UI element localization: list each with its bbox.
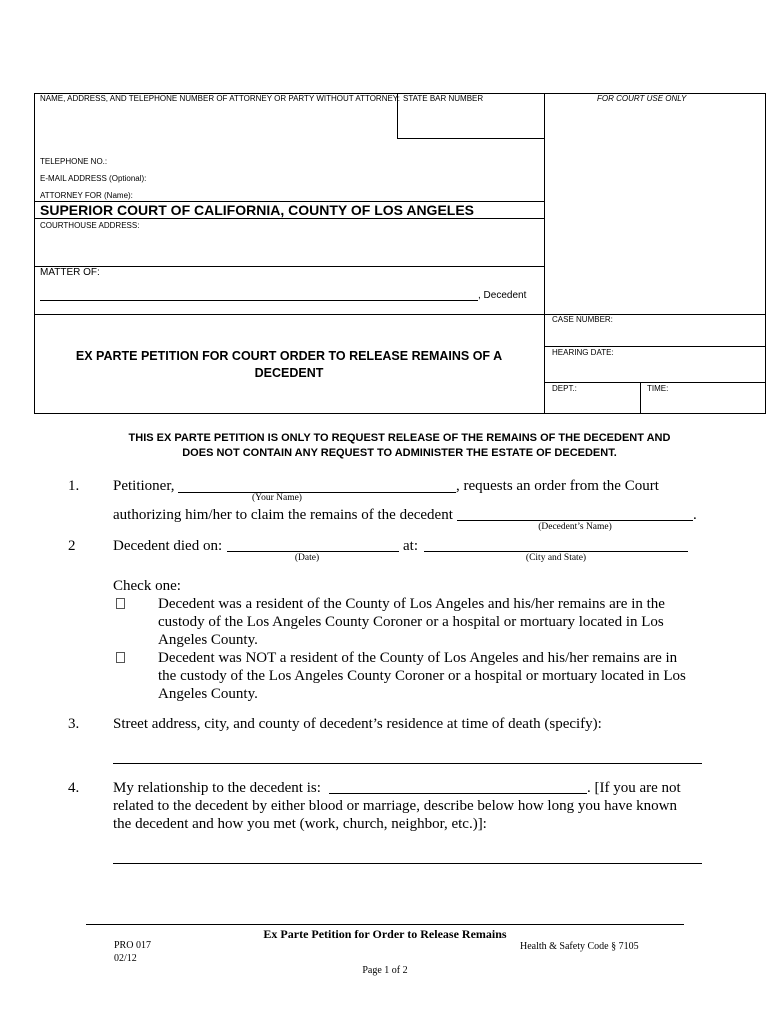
hearing-date-label: HEARING DATE:	[552, 348, 614, 357]
dept-label: DEPT.:	[552, 384, 577, 393]
telephone-label: TELEPHONE NO.:	[40, 157, 108, 166]
matter-label: MATTER OF:	[40, 267, 100, 278]
case-number-field[interactable]	[548, 326, 762, 344]
petitioner-label: Petitioner,	[113, 478, 175, 494]
requests-text: , requests an order from the Court	[456, 478, 659, 494]
relationship-label: My relationship to the decedent is:	[113, 780, 321, 796]
non-resident-option-text	[158, 649, 718, 703]
form-title	[34, 348, 544, 382]
hearing-date-field[interactable]	[548, 359, 762, 380]
attorney-field[interactable]	[40, 106, 392, 154]
court-name: SUPERIOR COURT OF CALIFORNIA, COUNTY OF LOS ANGELES	[40, 202, 475, 218]
resident-option-text	[158, 595, 718, 649]
court-use-area	[546, 106, 763, 312]
resident-option-line-3: Angeles County.	[158, 632, 258, 648]
decedent-name-field-line[interactable]	[457, 520, 693, 521]
decedent-name-caption: (Decedent’s Name)	[538, 522, 612, 532]
decedent-suffix: , Decedent	[478, 290, 527, 301]
item-1-period: .	[693, 507, 697, 523]
time-field[interactable]	[672, 384, 762, 412]
residence-address-line[interactable]	[113, 763, 702, 764]
form-title-line-2: DECEDENT	[254, 366, 324, 380]
state-bar-label: STATE BAR NUMBER	[403, 94, 484, 103]
item-4-line-2: related to the decedent by either blood or marriage, describe below how long you have known	[113, 798, 677, 814]
non-resident-option-line-2: the custody of the Los Angeles County Coroner or a hospital or mortuary located in Los	[158, 668, 686, 684]
email-field[interactable]	[160, 172, 390, 184]
footer-rule	[86, 924, 684, 925]
resident-checkbox[interactable]	[116, 598, 125, 609]
date-of-death-line[interactable]	[227, 551, 399, 552]
form-revision: 02/12	[114, 953, 137, 964]
form-title-line-1: EX PARTE PETITION FOR COURT ORDER TO RELEASE REMAINS OF A	[75, 349, 503, 363]
notice-line-2: DOES NOT CONTAIN ANY REQUEST TO ADMINISTER THE ESTATE OF DECEDENT.	[182, 447, 617, 459]
non-resident-option-line-1: Decedent was NOT a resident of the County of Los Angeles and his/her remains are in	[158, 650, 678, 666]
relationship-description-line[interactable]	[113, 863, 702, 864]
time-label: TIME:	[647, 384, 669, 393]
form-number: PRO 017	[114, 940, 151, 951]
footer-title: Ex Parte Petition for Order to Release Remains	[263, 927, 507, 941]
relationship-line[interactable]	[329, 793, 587, 794]
courthouse-field[interactable]	[40, 233, 540, 263]
state-bar-field[interactable]	[399, 106, 542, 137]
died-on-label: Decedent died on:	[113, 538, 223, 554]
code-reference: Health & Safety Code § 7105	[520, 941, 639, 952]
case-number-label: CASE NUMBER:	[552, 315, 613, 324]
decedent-name-line[interactable]	[40, 300, 478, 301]
page-number: Page 1 of 2	[362, 965, 408, 976]
item-4-line-3: the decedent and how you met (work, church, neighbor, etc.)]:	[113, 816, 487, 832]
courthouse-label: COURTHOUSE ADDRESS:	[40, 221, 140, 230]
non-resident-option-line-3: Angeles County.	[158, 686, 258, 702]
attorney-label: NAME, ADDRESS, AND TELEPHONE NUMBER OF ATTORNEY OR PARTY WITHOUT ATTORNEY:	[40, 94, 400, 103]
item-4-number: 4.	[68, 780, 80, 796]
resident-option-line-1: Decedent was a resident of the County of Los Angeles and his/her remains are in the	[158, 596, 665, 612]
authorizing-text: authorizing him/her to claim the remains of the decedent	[113, 507, 453, 523]
check-one-label: Check one:	[113, 578, 181, 594]
notice-line-1: THIS EX PARTE PETITION IS ONLY TO REQUEST RELEASE OF THE REMAINS OF THE DECEDENT AND	[128, 432, 671, 444]
dept-field[interactable]	[580, 384, 638, 412]
court-use-label: FOR COURT USE ONLY	[597, 94, 687, 103]
your-name-caption: (Your Name)	[252, 493, 302, 503]
notice	[34, 431, 765, 461]
email-label: E-MAIL ADDRESS (Optional):	[40, 174, 147, 183]
resident-option-line-2: custody of the Los Angeles County Coroner or a hospital or mortuary located in Los	[158, 614, 664, 630]
date-caption: (Date)	[294, 553, 320, 563]
city-state-caption: (City and State)	[525, 553, 587, 563]
telephone-field[interactable]	[110, 155, 390, 167]
city-state-line[interactable]	[424, 551, 688, 552]
attorney-for-label: ATTORNEY FOR (Name):	[40, 191, 133, 200]
at-label: at:	[403, 538, 418, 554]
non-resident-checkbox[interactable]	[116, 652, 125, 663]
relationship-suffix: . [If you are not	[587, 780, 681, 796]
item-2-number: 2	[68, 538, 76, 554]
item-3-number: 3.	[68, 716, 80, 732]
attorney-for-field[interactable]	[140, 189, 390, 200]
item-1-number: 1.	[68, 478, 80, 494]
item-3-text: Street address, city, and county of decedent’s residence at time of death (specify):	[113, 716, 602, 732]
